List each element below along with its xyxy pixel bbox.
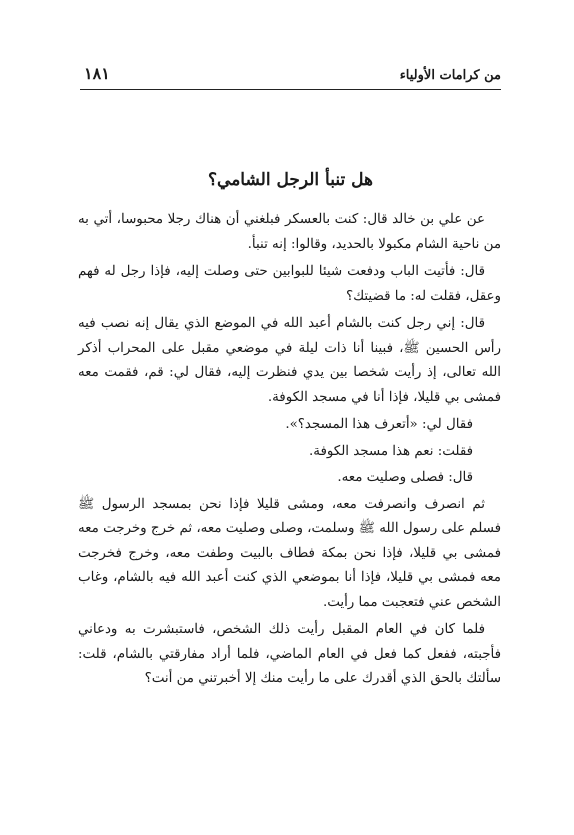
body-text (78, 208, 501, 695)
dialog-line: فقلت: نعم هذا مسجد الكوفة. (309, 443, 473, 459)
section-heading: هل تنبأ الرجل الشامي؟ (208, 170, 373, 190)
header-divider (80, 89, 501, 90)
running-title: من كرامات الأولياء (399, 68, 501, 83)
page-number: ١٨١ (84, 64, 110, 83)
dialog-line: قال: فصلى وصليت معه. (337, 470, 473, 485)
dialog-line: فقال لي: «أتعرف هذا المسجد؟». (285, 417, 473, 432)
paragraph: ثم انصرف وانصرفت معه، ومشى قليلا فإذا نحن بمسجد الرسول ﷺ فسلم على رسول الله ﷺ وسلمت، وصلى وصليت معه، ثم خرج وخرجت معه فمشى بي قليلا، فإذا نحن بمكة فطاف بالبيت وطفت معه، وخرج فخرجت معه فمشى بي قليلا، فإذا أنا بموضعي الذي كنت أعبد الله فيه بالشام، وغاب الشخص عني فتعجبت مما رأيت. (78, 496, 501, 610)
paragraph: قال: إني رجل كنت بالشام أعبد الله في الموضع الذي يقال إنه نصب فيه رأس الحسين ﷺ، فبينا أنا ذات ليلة في موضعي مقبل على المحراب أذكر الله تعالى، إذ رأيت شخصا بين يدي فنظرت إليه، فقال لي: قم، فقمت معه فمشى بي قليلا، فإذا أنا في مسجد الكوفة. (78, 316, 501, 405)
paragraph: عن علي بن خالد قال: كنت بالعسكر فبلغني أن هناك رجلا محبوسا، أتي به من ناحية الشام مكبولا بالحديد، وقالوا: إنه تنبأ. (78, 212, 501, 252)
paragraph: قال: فأتيت الباب ودفعت شيئا للبوابين حتى وصلت إليه، فإذا رجل له فهم وعقل، فقلت له: ما قضيتك؟ (78, 264, 501, 304)
paragraph: فلما كان في العام المقبل رأيت ذلك الشخص، فاستبشرت به ودعاني فأجبته، ففعل كما فعل في العام الماضي، فلما أراد مفارقتي بالشام، قلت: سألتك بالحق الذي أقدرك على ما رأيت منك إلا أخبرتني من أنت؟ (78, 622, 501, 686)
